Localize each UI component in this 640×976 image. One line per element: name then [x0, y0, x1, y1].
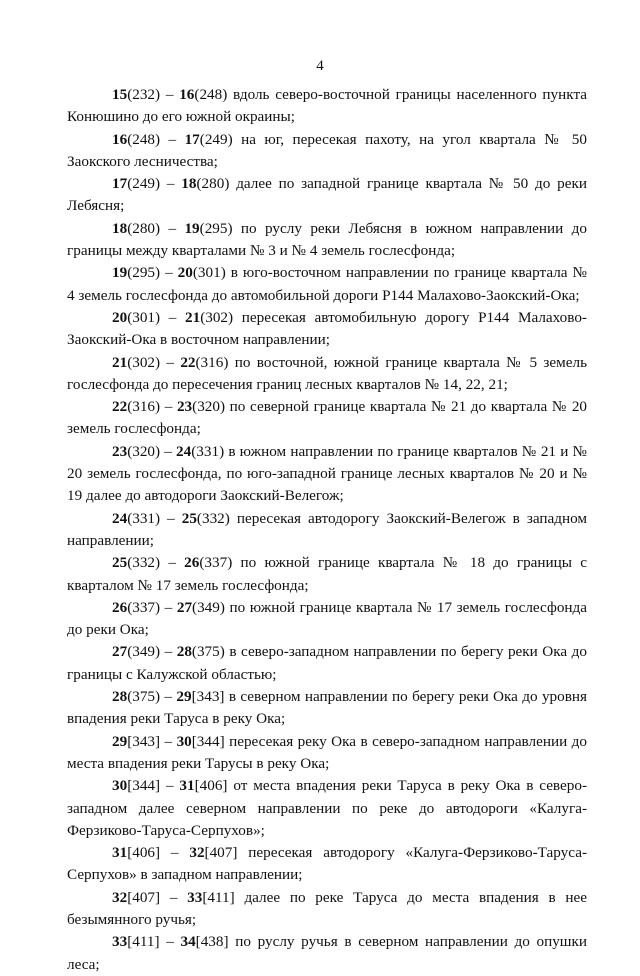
segment-end-ref: (302) — [200, 308, 234, 326]
segment-start-point: 16 — [112, 130, 128, 148]
segment-description: в юго-восточном направлении по границе квартала № 4 земель гослесфонда до автомобильной дороги Р144 Малахово-Заокский-Ока; — [67, 264, 588, 304]
segment-start-point: 33 — [112, 933, 128, 951]
segment-dash: – — [160, 308, 185, 326]
segment-dash: – — [160, 844, 190, 862]
segment-start-ref: (249) — [127, 175, 161, 193]
segment-end-ref: (248) — [194, 86, 228, 103]
boundary-segment-paragraph — [67, 775, 587, 842]
segment-end-point: 27 — [176, 598, 193, 616]
segment-description: на юг, пересекая пахоту, на угол квартала № 50 Заокского лесничества; — [67, 130, 587, 170]
segment-start-point: 25 — [112, 554, 128, 572]
boundary-segment-paragraph — [67, 931, 587, 976]
segment-end-point: 24 — [176, 442, 192, 460]
segment-description: пересекая автомобильную дорогу Р144 Малахово-Заокский-Ока в восточном направлении; — [67, 308, 587, 349]
segment-start-ref: (302) — [127, 353, 161, 371]
boundary-segment-paragraph — [67, 552, 587, 597]
segment-start-point: 15 — [112, 86, 128, 103]
segment-description: в северном направлении по берегу реки Ока до уровня впадения реки Таруса в реку Ока; — [67, 688, 588, 728]
segment-start-ref: (280) — [127, 219, 161, 237]
segment-end-point: 21 — [185, 308, 201, 326]
segment-end-point: 30 — [176, 732, 192, 750]
document-body — [67, 84, 587, 976]
segment-end-ref: [411] — [202, 888, 235, 906]
segment-dash: – — [160, 175, 182, 193]
segment-dash: – — [160, 353, 181, 371]
segment-dash: – — [160, 264, 178, 282]
segment-end-point: 23 — [176, 398, 193, 416]
segment-description: вдоль северо-восточной границы населенного пункта Конюшино до его южной окраины; — [67, 86, 588, 126]
segment-end-point: 28 — [176, 643, 192, 661]
segment-start-ref: [407] — [127, 888, 161, 906]
segment-dash: – — [160, 130, 185, 148]
boundary-segment-paragraph — [67, 352, 587, 397]
segment-start-point: 19 — [112, 264, 128, 282]
segment-end-ref: (316) — [195, 353, 229, 371]
segment-dash: – — [160, 554, 185, 572]
segment-dash: – — [160, 643, 177, 661]
segment-description: далее по реке Таруса до места впадения в нее безымянного ручья; — [67, 888, 588, 928]
segment-start-point: 20 — [112, 308, 128, 326]
segment-end-point: 26 — [184, 554, 200, 572]
segment-end-ref: [344] — [191, 732, 225, 750]
segment-start-point: 30 — [112, 777, 128, 795]
boundary-segment-paragraph — [67, 731, 587, 776]
segment-end-point: 31 — [179, 777, 195, 795]
segment-start-point: 32 — [112, 888, 128, 906]
boundary-segment-paragraph — [67, 887, 587, 932]
segment-dash: – — [160, 732, 177, 750]
segment-dash: – — [160, 688, 177, 706]
segment-start-point: 24 — [112, 509, 128, 527]
segment-end-ref: (295) — [199, 219, 233, 237]
segment-dash: – — [160, 509, 182, 527]
segment-start-point: 31 — [112, 844, 128, 862]
segment-description: в северо-западном направлении по берегу реки Ока до границы с Калужской областью; — [67, 643, 587, 683]
segment-end-point: 22 — [180, 353, 196, 371]
segment-end-ref: (375) — [191, 643, 225, 661]
segment-start-ref: [411] — [127, 933, 160, 951]
segment-start-ref: (316) — [127, 398, 161, 416]
segment-end-ref: [343] — [191, 688, 225, 706]
segment-start-ref: (337) — [127, 598, 161, 616]
boundary-segment-paragraph — [67, 641, 587, 686]
segment-dash: – — [160, 398, 177, 416]
segment-description: по южной границе квартала № 17 земель гослесфонда до реки Ока; — [67, 598, 588, 639]
boundary-segment-paragraph — [67, 173, 587, 218]
segment-start-ref: (295) — [127, 264, 161, 282]
segment-dash: – — [160, 86, 180, 103]
segment-start-ref: (349) — [127, 643, 161, 661]
segment-end-ref: (332) — [196, 509, 230, 527]
boundary-segment-paragraph — [67, 508, 587, 553]
segment-start-point: 28 — [112, 688, 128, 706]
segment-end-ref: (331) — [191, 442, 225, 460]
segment-end-point: 20 — [177, 264, 193, 282]
boundary-segment-paragraph — [67, 307, 587, 352]
segment-description: далее по западной границе квартала № 50 до реки Лебясня; — [67, 175, 587, 215]
segment-description: пересекая автодорогу «Калуга-Ферзиково-Таруса-Серпухов» в западном направлении; — [67, 844, 587, 884]
segment-end-ref: (320) — [192, 398, 226, 416]
boundary-segment-paragraph — [67, 441, 587, 508]
segment-description: по южной границе квартала № 18 до границы с кварталом № 17 земель гослесфонда; — [67, 554, 587, 594]
segment-start-ref: [343] — [127, 732, 161, 750]
segment-start-ref: [406] — [127, 844, 161, 862]
segment-start-point: 17 — [112, 175, 128, 193]
boundary-segment-paragraph — [67, 842, 587, 887]
segment-end-ref: (337) — [199, 554, 233, 572]
segment-start-ref: (320) — [127, 442, 161, 460]
segment-end-ref: [438] — [195, 933, 229, 951]
segment-start-point: 27 — [112, 643, 128, 661]
boundary-segment-paragraph — [67, 262, 587, 307]
segment-dash: – — [160, 219, 185, 237]
segment-end-ref: (301) — [192, 264, 226, 282]
segment-description: от места впадения реки Таруса в реку Ока в северо-западном далее северном направлении по реке до автодороги «Калуга-Ферзиково-Таруса-Серпухов»; — [67, 777, 588, 839]
segment-end-point: 25 — [181, 509, 197, 527]
segment-end-point: 17 — [184, 130, 200, 148]
segment-description: по руслу ручья в северном направлении до опушки леса; — [67, 933, 587, 973]
segment-description: по руслу реки Лебясня в южном направлении до границы между кварталами № 3 и № 4 земель гослесфонда; — [67, 219, 587, 260]
segment-start-ref: (248) — [127, 130, 161, 148]
segment-end-ref: (349) — [192, 598, 225, 616]
segment-description: пересекая автодорогу Заокский-Велегож в западном направлении; — [67, 509, 587, 549]
segment-dash: – — [160, 598, 177, 616]
segment-start-ref: (331) — [127, 509, 161, 527]
segment-end-ref: [406] — [194, 777, 228, 795]
boundary-segment-paragraph — [67, 84, 587, 129]
page-number: 4 — [316, 58, 324, 74]
segment-start-ref: (301) — [127, 308, 161, 326]
segment-end-point: 18 — [181, 175, 197, 193]
segment-end-point: 19 — [184, 219, 200, 237]
segment-description: по северной границе квартала № 21 до квартала № 20 земель гослесфонда; — [67, 398, 588, 438]
segment-start-ref: (332) — [127, 554, 161, 572]
segment-end-point: 34 — [180, 933, 196, 951]
segment-start-point: 18 — [112, 219, 128, 237]
segment-start-ref: (375) — [127, 688, 161, 706]
segment-start-ref: (232) — [127, 86, 161, 103]
segment-description: по восточной, южной границе квартала № 5 земель гослесфонда до пересечения границ лесных кварталов № 14, 22, 21; — [67, 353, 587, 393]
boundary-segment-paragraph — [67, 396, 587, 441]
segment-dash: – — [159, 933, 181, 951]
segment-end-point: 16 — [179, 86, 195, 103]
segment-start-point: 26 — [112, 598, 128, 616]
segment-end-point: 33 — [187, 888, 203, 906]
segment-start-ref: [344] — [127, 777, 161, 795]
segment-description: в южном направлении по границе кварталов № 21 и № 20 земель гослесфонда, по юго-западной границе лесных кварталов № 20 и № 19 далее до автодороги Заокский-Велегож; — [67, 442, 587, 505]
segment-dash: – — [160, 888, 188, 906]
segment-start-point: 22 — [112, 398, 128, 416]
segment-dash: – — [160, 442, 177, 460]
boundary-segment-paragraph — [67, 686, 587, 731]
segment-end-ref: (249) — [199, 130, 233, 148]
segment-end-ref: [407] — [204, 844, 238, 862]
boundary-segment-paragraph — [67, 218, 587, 263]
segment-dash: – — [160, 777, 180, 795]
segment-description: пересекая реку Ока в северо-западном направлении до места впадения реки Тарусы в реку Ока; — [67, 732, 587, 772]
boundary-segment-paragraph — [67, 597, 587, 642]
segment-start-point: 23 — [112, 442, 128, 460]
segment-start-point: 21 — [112, 353, 128, 371]
segment-end-ref: (280) — [196, 175, 230, 193]
segment-end-point: 32 — [189, 844, 205, 862]
segment-start-point: 29 — [112, 732, 128, 750]
boundary-segment-paragraph — [67, 129, 587, 174]
segment-end-point: 29 — [176, 688, 192, 706]
